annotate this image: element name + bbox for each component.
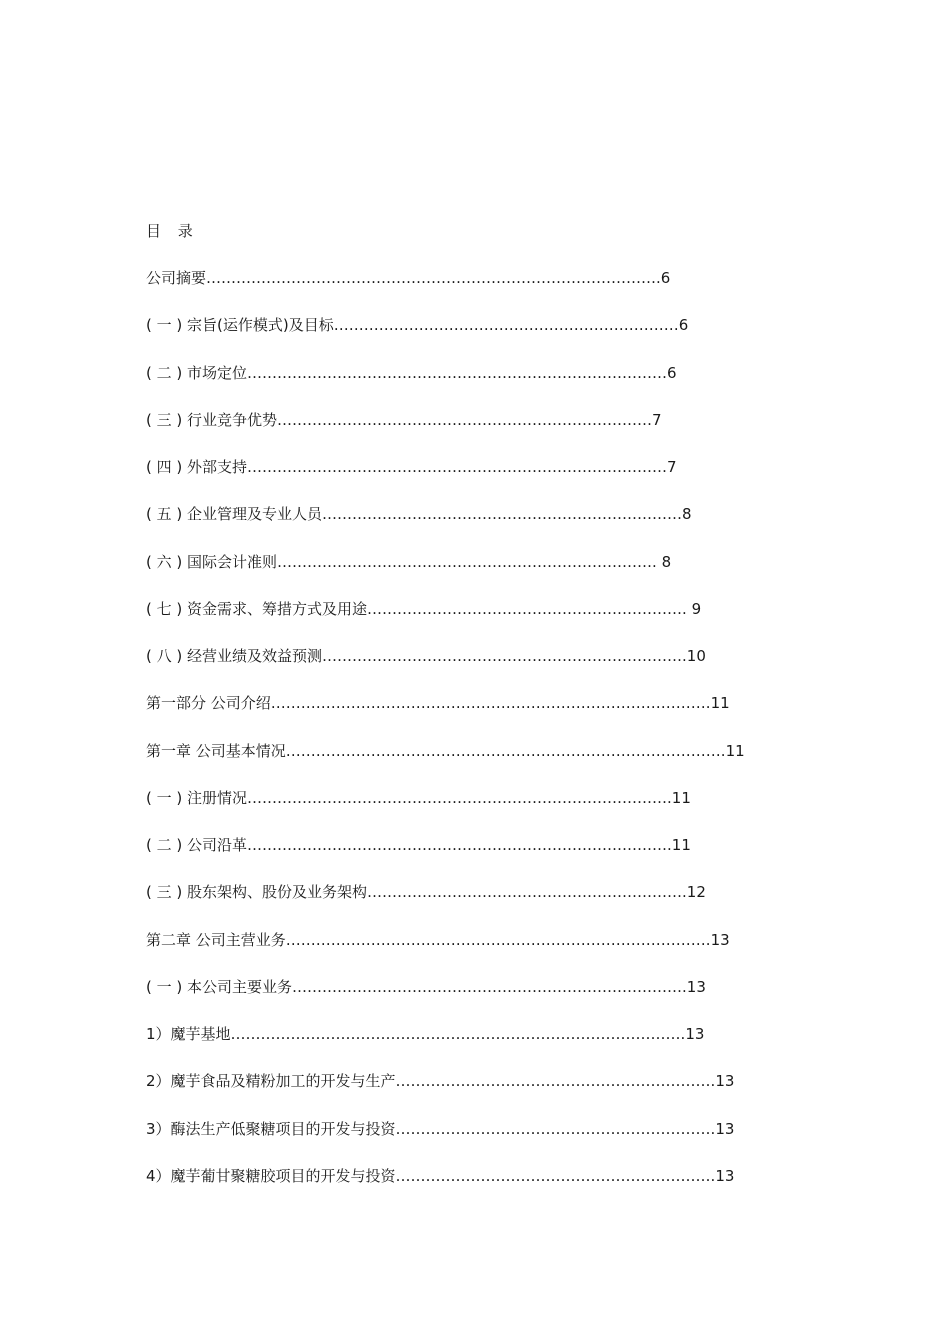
toc-entry-label: ( 八 ) 经营业绩及效益预测	[146, 647, 323, 665]
toc-entry[interactable]	[146, 267, 745, 314]
toc-entry-label: 第一部分 公司介绍	[146, 694, 271, 713]
toc-entry-label: ( 六 ) 国际会计准则	[146, 552, 278, 571]
toc-entry-page: 13	[715, 1119, 735, 1138]
toc-entry-leader: …………………………………………………………………	[277, 410, 653, 429]
toc-entry[interactable]	[146, 1023, 745, 1070]
toc-entry-label: ( 二 ) 公司沿革	[146, 836, 248, 854]
toc-entry-label: 第二章 公司主营业务	[146, 930, 286, 949]
toc-entry-page: 7	[652, 410, 662, 429]
toc-entry[interactable]	[146, 1118, 745, 1165]
toc-entry-leader: …………………………………………………………………………….	[270, 694, 711, 713]
toc-entry-leader: ………………………………………………………………………….	[285, 930, 711, 949]
toc-entry-leader: ………………………………………………………………	[322, 505, 683, 524]
toc-entry-label: ( 一 ) 本公司主要业务	[146, 977, 293, 996]
toc-entry[interactable]	[146, 834, 745, 881]
toc-entry-page: 6	[660, 269, 671, 287]
toc-entry-leader: ………………………………………………………………….	[277, 552, 657, 571]
toc-entry[interactable]	[146, 645, 745, 692]
toc-entry-page: 7	[667, 458, 677, 476]
toc-entry[interactable]	[146, 881, 745, 928]
toc-title: 目 录	[146, 222, 199, 240]
toc-entry-label: 2）魔芋食品及精粉加工的开发与生产	[146, 1072, 396, 1091]
toc-entry-label: ( 一 ) 宗旨(运作模式)及目标	[146, 316, 334, 335]
toc-entry-label: ( 四 ) 外部支持	[146, 458, 248, 476]
toc-entry-label: 3）酶法生产低聚糖项目的开发与投资	[146, 1119, 396, 1138]
toc-entry[interactable]	[146, 409, 745, 456]
toc-entry-label: ( 一 ) 注册情况	[146, 788, 248, 807]
toc-entry[interactable]	[146, 740, 745, 787]
toc-entry-page: 11	[725, 741, 745, 760]
toc-entry-page: 8	[656, 552, 672, 571]
toc-list	[146, 267, 745, 1212]
toc-entry[interactable]	[146, 314, 745, 361]
toc-entry-page: 13	[686, 977, 706, 996]
toc-entry-label: 4）魔芋葡甘聚糖胶项目的开发与投资	[146, 1166, 396, 1185]
toc-entry-leader: …………………………………………………………………………….	[285, 741, 726, 760]
toc-entry-label: ( 三 ) 股东架构、股份及业务架构	[146, 883, 368, 902]
toc-entry[interactable]	[146, 456, 745, 503]
toc-entry-leader: ……………………………………………………….	[367, 599, 687, 618]
toc-entry-page: 13	[685, 1025, 705, 1043]
toc-entry[interactable]	[146, 598, 745, 645]
toc-entry-page: 6	[678, 316, 689, 335]
toc-entry-page: 13	[715, 1072, 735, 1091]
toc-entry-label: ( 三 ) 行业竞争优势	[146, 410, 278, 429]
toc-entry-page: 8	[682, 505, 692, 524]
toc-entry[interactable]	[146, 503, 745, 550]
toc-entry-label: 1）魔芋基地	[146, 1025, 231, 1043]
toc-entry-label: 第一章 公司基本情况	[146, 741, 286, 760]
toc-entry-leader: ……………………………………………………….	[395, 1166, 716, 1185]
toc-entry-page: 13	[715, 1166, 735, 1185]
toc-entry-page: 11	[671, 836, 691, 854]
toc-entry-leader: ……………………………………………………………………………….	[206, 269, 661, 287]
toc-entry-leader: …………………………………………………………………………	[247, 363, 668, 382]
toc-entry-leader: ………………………………………………………………………….	[247, 836, 672, 854]
toc-entry-page: 10	[686, 647, 706, 665]
toc-entry-page: 13	[710, 930, 730, 949]
toc-entry[interactable]	[146, 1165, 745, 1212]
toc-entry-page: 6	[667, 363, 677, 382]
toc-entry-leader: ……………………………………………………………….	[322, 647, 687, 665]
toc-entry-leader: ……………………………………………………………………………….	[230, 1025, 686, 1043]
toc-entry-leader: ……………………………………………………….	[367, 883, 687, 902]
toc-entry[interactable]	[146, 692, 745, 739]
toc-entry-leader: …………………………………………………………………………	[247, 458, 668, 476]
toc-entry-leader: …………………………………………………………………….	[292, 977, 687, 996]
toc-entry[interactable]	[146, 1070, 745, 1117]
toc-entry-page: 11	[710, 694, 730, 713]
toc-entry-page: 9	[686, 599, 702, 618]
toc-entry[interactable]	[146, 362, 745, 409]
toc-entry-label: ( 二 ) 市场定位	[146, 363, 248, 382]
toc-entry-label: ( 五 ) 企业管理及专业人员	[146, 505, 323, 524]
toc-entry-label: 公司摘要	[146, 269, 207, 287]
toc-entry[interactable]	[146, 551, 745, 598]
toc-entry[interactable]	[146, 929, 745, 976]
toc-entry-page: 11	[671, 788, 691, 807]
toc-entry[interactable]	[146, 976, 745, 1023]
toc-entry-leader: ……………………………………………………….	[395, 1119, 716, 1138]
toc-entry-label: ( 七 ) 资金需求、筹措方式及用途	[146, 599, 368, 618]
toc-entry-leader: ……………………………………………………………	[333, 316, 679, 335]
toc-entry-page: 12	[686, 883, 706, 902]
toc-entry[interactable]	[146, 787, 745, 834]
toc-entry-leader: ……………………………………………………….	[395, 1072, 716, 1091]
toc-entry-leader: ………………………………………………………………………….	[247, 788, 672, 807]
